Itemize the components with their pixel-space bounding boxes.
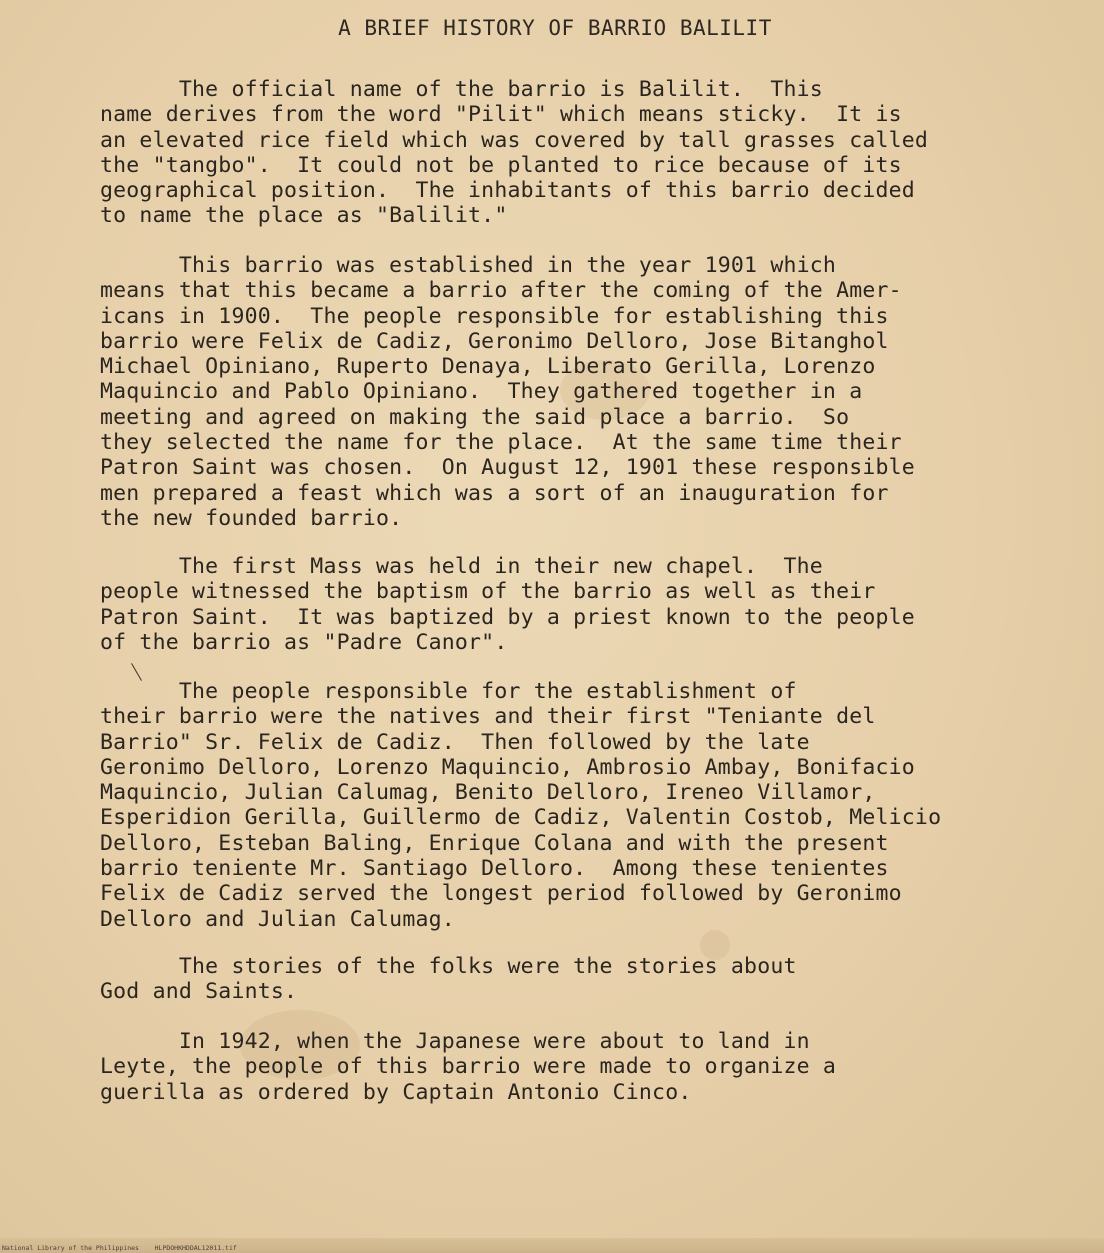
- text-line: an elevated rice field which was covered by tall grasses called: [100, 127, 929, 153]
- text-line: The people responsible for the establishment of: [100, 679, 797, 704]
- text-line: Michael Opiniano, Ruperto Denaya, Liberato Gerilla, Lorenzo: [100, 354, 876, 380]
- text-line: Geronimo Delloro, Lorenzo Maquincio, Ambrosio Ambay, Bonifacio: [100, 754, 915, 780]
- text-line: means that this became a barrio after the coming of the Amer-: [100, 278, 902, 304]
- text-line: name derives from the word "Pilit" which means sticky. It is: [100, 102, 902, 128]
- text-line: Maquincio, Julian Calumag, Benito Delloro, Ireneo Villamor,: [100, 780, 876, 806]
- paragraph-4: [100, 679, 1090, 932]
- text-line: Leyte, the people of this barrio were made to organize a: [100, 1054, 837, 1080]
- text-line: Delloro, Esteban Baling, Enrique Colana and with the present: [100, 830, 889, 856]
- text-line: Patron Saint was chosen. On August 12, 1901 these responsible: [100, 455, 915, 481]
- text-line: the "tangbo". It could not be planted to rice because of its: [100, 152, 902, 178]
- text-line: Esperidion Gerilla, Guillermo de Cadiz, Valentin Costob, Melicio: [100, 805, 942, 831]
- text-line: barrio teniente Mr. Santiago Delloro. Among these tenientes: [100, 856, 889, 882]
- text-line: geographical position. The inhabitants of this barrio decided: [100, 178, 915, 204]
- text-line: Barrio" Sr. Felix de Cadiz. Then followed by the late: [100, 729, 810, 755]
- text-line: their barrio were the natives and their first "Teniante del: [100, 704, 876, 730]
- text-line: In 1942, when the Japanese were about to land in: [100, 1029, 810, 1054]
- text-line: to name the place as "Balilit.": [100, 203, 508, 229]
- text-line: guerilla as ordered by Captain Antonio Cinco.: [100, 1079, 692, 1105]
- paragraph-1: [100, 77, 1090, 229]
- scan-footer: National Library of the Philippines HLPDOHKHDDAL12011.tif: [2, 1244, 237, 1252]
- text-line: icans in 1900. The people responsible for establishing this: [100, 303, 889, 329]
- paragraph-6: [100, 1029, 1090, 1105]
- text-line: people witnessed the baptism of the barrio as well as their: [100, 579, 876, 605]
- text-line: the new founded barrio.: [100, 505, 403, 531]
- paragraph-5: [100, 954, 1090, 1005]
- text-line: Felix de Cadiz served the longest period followed by Geronimo: [100, 881, 902, 907]
- text-line: God and Saints.: [100, 979, 298, 1005]
- text-line: This barrio was established in the year 1901 which: [100, 253, 837, 278]
- text-line: men prepared a feast which was a sort of an inauguration for: [100, 480, 889, 506]
- text-line: meeting and agreed on making the said place a barrio. So: [100, 404, 850, 430]
- text-line: barrio were Felix de Cadiz, Geronimo Delloro, Jose Bitanghol: [100, 328, 889, 354]
- paragraph-3: [100, 554, 1090, 655]
- text-line: The stories of the folks were the stories about: [100, 954, 797, 979]
- text-line: The official name of the barrio is Balilit. This: [100, 77, 823, 102]
- text-line: Maquincio and Pablo Opiniano. They gathered together in a: [100, 379, 863, 405]
- text-line: Delloro and Julian Calumag.: [100, 906, 455, 932]
- text-line: they selected the name for the place. At the same time their: [100, 430, 902, 456]
- page-title: A BRIEF HISTORY OF BARRIO BALILIT: [338, 16, 772, 40]
- text-line: The first Mass was held in their new chapel. The: [100, 554, 823, 579]
- text-line: Patron Saint. It was baptized by a priest known to the people: [100, 604, 915, 630]
- paragraph-2: [100, 253, 1090, 531]
- text-line: of the barrio as "Padre Canor".: [100, 629, 508, 655]
